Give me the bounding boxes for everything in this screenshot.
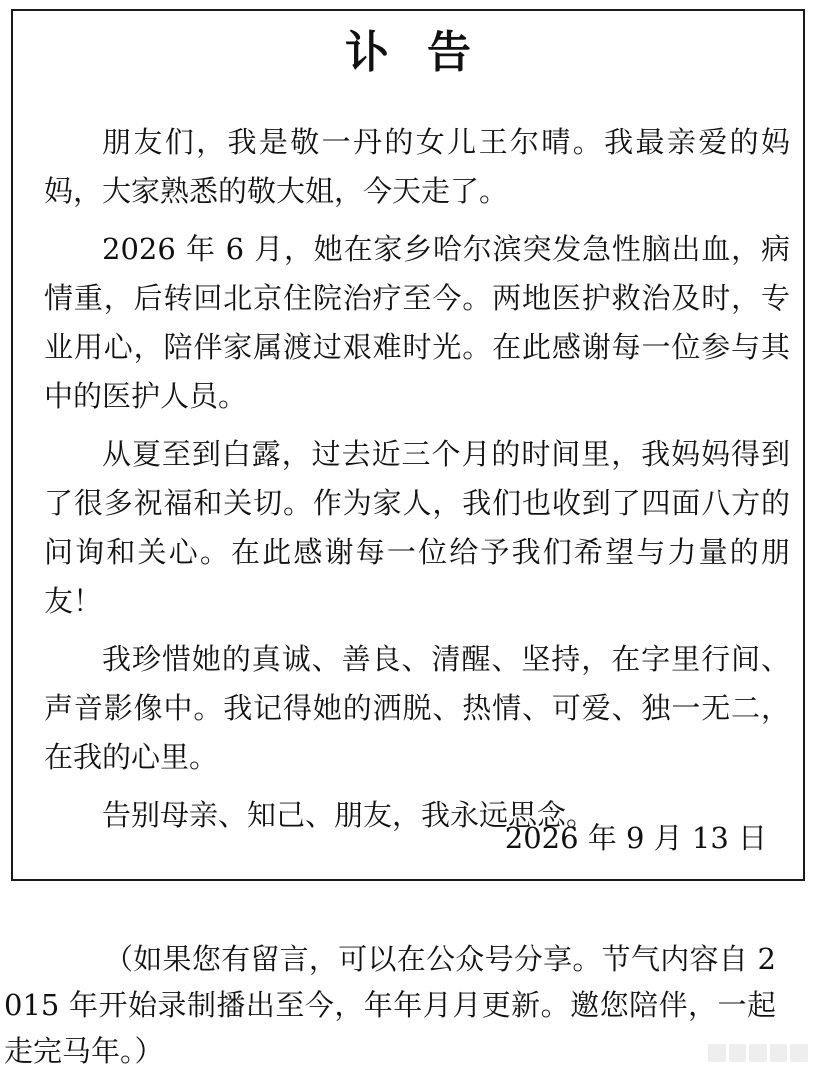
- notice-paragraph: 从夏至到白露，过去近三个月的时间里，我妈妈得到了很多祝福和关切。作为家人，我们也收到了四面八方的问询和关心。在此感谢每一位给予我们希望与力量的朋友！: [44, 437, 790, 618]
- watermark-logo: [708, 1044, 808, 1062]
- footer-note: （如果您有留言，可以在公众号分享。节气内容自 2015 年开始录制播出至今，年年月月更新。邀您陪伴，一起走完马年。）: [4, 942, 776, 1068]
- obituary-notice: [11, 9, 805, 881]
- notice-date: 2026 年 9 月 13 日: [504, 821, 767, 855]
- notice-paragraph: 告别母亲、知己、朋友，我永远思念。: [102, 798, 596, 832]
- notice-paragraph: 朋友们，我是敬一丹的女儿王尔晴。我最亲爱的妈妈，大家熟悉的敬大姐，今天走了。: [44, 125, 790, 208]
- notice-body: [44, 118, 790, 849]
- notice-paragraph: 2026 年 6 月，她在家乡哈尔滨突发急性脑出血，病情重，后转回北京住院治疗至今。两地医护救治及时，专业用心，陪伴家属渡过艰难时光。在此感谢每一位参与其中的医护人员。: [44, 232, 790, 413]
- notice-title: 讣告: [345, 27, 509, 78]
- notice-paragraph: 我珍惜她的真诚、善良、清醒、坚持，在字里行间、声音影像中。我记得她的洒脱、热情、可爱、独一无二，在我的心里。: [44, 642, 790, 774]
